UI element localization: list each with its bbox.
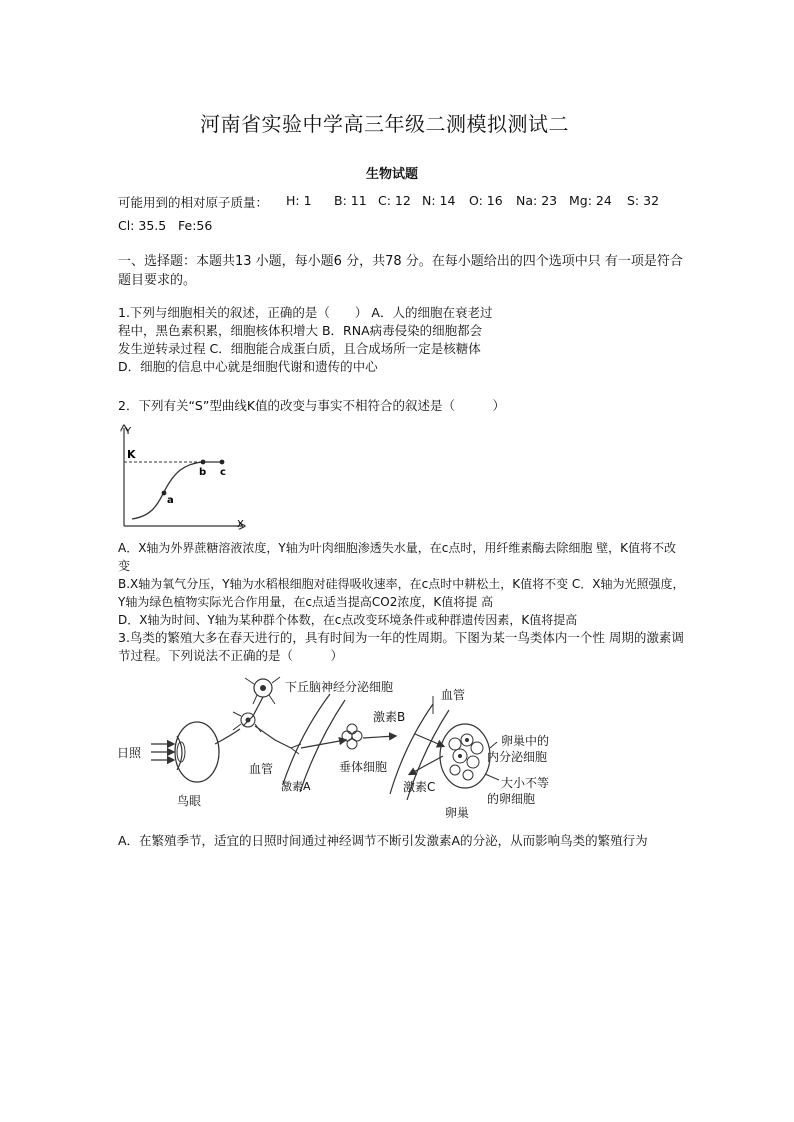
point-a-marker <box>162 491 167 496</box>
s-curve-graph <box>112 420 252 535</box>
question-3-option-a: A．在繁殖季节，适宜的日照时间通过神经调节不断引发激素A的分泌，从而影响鸟类的繁殖行为 <box>118 833 648 848</box>
atomic-mass-mg: Mg: 24 <box>569 193 612 208</box>
ovary-cells-icon <box>440 724 490 788</box>
bird-eye-icon <box>175 722 240 782</box>
atomic-mass-s: S: 32 <box>627 193 660 208</box>
x-axis-label: X <box>237 519 244 530</box>
label-pituitary: 垂体细胞 <box>339 760 388 774</box>
atomic-mass-h: H: 1 <box>286 193 312 208</box>
question-2-stem: 2．下列有关“S”型曲线K值的改变与事实不相符合的叙述是（ ） <box>118 398 506 413</box>
section-instructions: 一、选择题：本题共13 小题，每小题6 分，共78 分。在每小题给出的四个选项中只 有一项是符合题目要求的。 <box>118 254 683 288</box>
label-vessel-2: 血管 <box>441 688 466 702</box>
point-c-label: c <box>220 467 226 478</box>
point-a-label: a <box>167 495 174 506</box>
label-egg-cells-2: 的卵细胞 <box>487 792 536 806</box>
atomic-mass-cl: Cl: 35.5 <box>118 218 167 233</box>
question-3-stem: 3.鸟类的繁殖大多在春天进行的，具有时间为一年的性周期。下图为某一鸟类体内一个性 周期的激素调节过程。下列说法不正确的是（ ） <box>118 630 684 663</box>
label-hormone-a: 激素A <box>281 780 311 793</box>
label-vessel-1: 血管 <box>249 762 274 776</box>
sunlight-arrows <box>151 744 173 760</box>
pituitary-cells-icon <box>342 724 362 749</box>
point-c-marker <box>220 460 225 465</box>
atomic-mass-o: O: 16 <box>469 193 503 208</box>
atomic-mass-c: C: 12 <box>378 193 411 208</box>
label-hypothalamus: 下丘脑神经分泌细胞 <box>285 680 394 694</box>
arrow-hormone-c <box>410 756 443 774</box>
label-bird-eye: 鸟眼 <box>177 794 202 808</box>
label-hormone-c: 激素C <box>403 780 436 794</box>
k-label: K <box>127 448 136 461</box>
arrow-to-vessel-2 <box>363 736 395 738</box>
y-axis-label: Y <box>125 426 132 437</box>
s-curve <box>132 462 222 519</box>
label-hormone-b: 激素B <box>373 710 406 724</box>
question-1: 1.下列与细胞相关的叙述，正确的是（ ） A．人的细胞在衰老过程中，黑色素积累，细胞核体积增大 B．RNA病毒侵染的细胞都会发生逆转录过程 C．细胞能合成蛋白质，且合成场所一定是核糖体 D．细胞的信息中心就是细胞代谢和遗传的中心 <box>118 305 493 374</box>
label-sunlight: 日照 <box>117 746 142 760</box>
atomic-mass-n: N: 14 <box>422 193 456 208</box>
question-2-option-b-c: B.X轴为氧气分压，Y轴为水稻根细胞对硅得吸收速率，在c点时中耕松土，K值将不变 C．X轴为光照强度，Y轴为绿色植物实际光合作用量，在c点适当提高CO2浓度，K值将提 高 <box>118 577 685 609</box>
question-2-options <box>118 539 688 629</box>
label-ovary-secretory-2: 内分泌细胞 <box>487 750 548 764</box>
question-2-option-d: D．X轴为时间、Y轴为某种群个体数，在c点改变环境条件或种群遗传因素，K值将提高 <box>118 613 578 627</box>
atomic-mass-fe: Fe:56 <box>178 218 213 233</box>
question-2-option-a: A．X轴为外界蔗糖溶液浓度，Y轴为叶肉细胞渗透失水量，在c点时，用纤维素酶去除细胞 壁，K值将不改变 <box>118 541 677 573</box>
arrow-to-pituitary <box>301 740 345 748</box>
atomic-mass-b: B: 11 <box>334 193 367 208</box>
pointer-egg-cells <box>485 774 499 780</box>
hormone-diagram <box>115 674 595 824</box>
page-subtitle: 生物试题 <box>366 167 419 182</box>
label-egg-cells-1: 大小不等 <box>501 776 550 790</box>
atomic-mass-prefix: 可能用到的相对原子质量： <box>118 195 269 210</box>
atomic-mass-na: Na: 23 <box>516 193 558 208</box>
point-b-marker <box>201 460 206 465</box>
page-title: 河南省实验中学高三年级二测模拟测试二 <box>200 112 569 136</box>
label-ovary: 卵巢 <box>445 806 470 820</box>
label-ovary-secretory-1: 卵巢中的 <box>501 734 550 748</box>
point-b-label: b <box>199 467 207 478</box>
